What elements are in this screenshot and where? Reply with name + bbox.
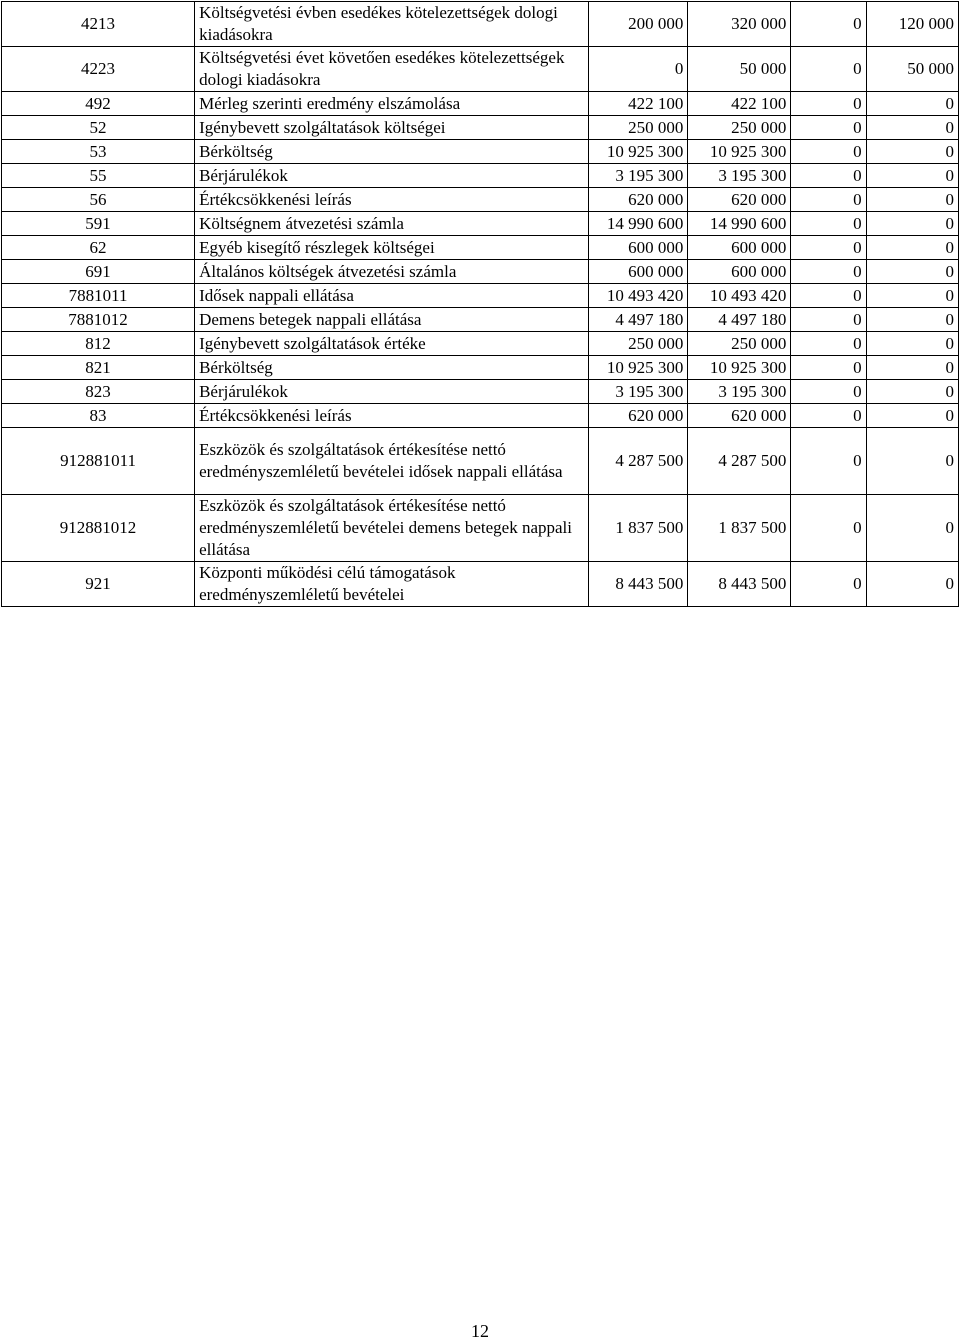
account-code-cell: 56 bbox=[2, 188, 195, 212]
table-row bbox=[2, 164, 959, 188]
value-cell-1: 600 000 bbox=[588, 236, 688, 260]
account-code-cell: 492 bbox=[2, 92, 195, 116]
value-cell-3: 0 bbox=[791, 356, 866, 380]
table-row bbox=[2, 332, 959, 356]
account-code-cell: 4223 bbox=[2, 47, 195, 92]
account-code-cell: 62 bbox=[2, 236, 195, 260]
account-description-cell: Értékcsökkenési leírás bbox=[195, 404, 589, 428]
value-cell-3: 0 bbox=[791, 2, 866, 47]
value-cell-1: 14 990 600 bbox=[588, 212, 688, 236]
value-cell-1: 4 497 180 bbox=[588, 308, 688, 332]
value-cell-3: 0 bbox=[791, 260, 866, 284]
account-description-cell: Igénybevett szolgáltatások költségei bbox=[195, 116, 589, 140]
account-description-cell: Költségvetési évben esedékes kötelezettségek dologi kiadásokra bbox=[195, 2, 589, 47]
value-cell-3: 0 bbox=[791, 380, 866, 404]
value-cell-2: 4 497 180 bbox=[688, 308, 791, 332]
value-cell-1: 620 000 bbox=[588, 404, 688, 428]
value-cell-2: 50 000 bbox=[688, 47, 791, 92]
account-description-cell: Központi működési célú támogatások eredményszemléletű bevételei bbox=[195, 562, 589, 607]
value-cell-3: 0 bbox=[791, 116, 866, 140]
value-cell-2: 620 000 bbox=[688, 188, 791, 212]
ledger-body bbox=[2, 2, 959, 607]
account-description-cell: Bérjárulékok bbox=[195, 380, 589, 404]
value-cell-1: 10 925 300 bbox=[588, 140, 688, 164]
account-description-cell: Általános költségek átvezetési számla bbox=[195, 260, 589, 284]
account-description-cell: Egyéb kisegítő részlegek költségei bbox=[195, 236, 589, 260]
value-cell-4: 0 bbox=[866, 236, 958, 260]
value-cell-3: 0 bbox=[791, 308, 866, 332]
account-code-cell: 4213 bbox=[2, 2, 195, 47]
account-code-cell: 691 bbox=[2, 260, 195, 284]
value-cell-1: 422 100 bbox=[588, 92, 688, 116]
value-cell-3: 0 bbox=[791, 284, 866, 308]
value-cell-1: 3 195 300 bbox=[588, 380, 688, 404]
account-code-cell: 912881012 bbox=[2, 495, 195, 562]
account-code-cell: 83 bbox=[2, 404, 195, 428]
value-cell-2: 10 493 420 bbox=[688, 284, 791, 308]
table-row bbox=[2, 2, 959, 47]
value-cell-2: 620 000 bbox=[688, 404, 791, 428]
value-cell-2: 600 000 bbox=[688, 260, 791, 284]
table-row bbox=[2, 404, 959, 428]
account-description-cell: Mérleg szerinti eredmény elszámolása bbox=[195, 92, 589, 116]
account-code-cell: 912881011 bbox=[2, 428, 195, 495]
value-cell-1: 620 000 bbox=[588, 188, 688, 212]
value-cell-1: 200 000 bbox=[588, 2, 688, 47]
value-cell-3: 0 bbox=[791, 495, 866, 562]
table-row bbox=[2, 92, 959, 116]
account-description-cell: Bérjárulékok bbox=[195, 164, 589, 188]
account-description-cell: Idősek nappali ellátása bbox=[195, 284, 589, 308]
value-cell-4: 0 bbox=[866, 92, 958, 116]
value-cell-4: 0 bbox=[866, 332, 958, 356]
value-cell-4: 0 bbox=[866, 212, 958, 236]
value-cell-1: 8 443 500 bbox=[588, 562, 688, 607]
value-cell-1: 0 bbox=[588, 47, 688, 92]
table-row bbox=[2, 428, 959, 495]
value-cell-3: 0 bbox=[791, 92, 866, 116]
account-code-cell: 55 bbox=[2, 164, 195, 188]
value-cell-3: 0 bbox=[791, 188, 866, 212]
account-description-cell: Bérköltség bbox=[195, 356, 589, 380]
table-row bbox=[2, 188, 959, 212]
value-cell-2: 4 287 500 bbox=[688, 428, 791, 495]
value-cell-1: 250 000 bbox=[588, 332, 688, 356]
account-description-cell: Bérköltség bbox=[195, 140, 589, 164]
account-code-cell: 921 bbox=[2, 562, 195, 607]
account-code-cell: 823 bbox=[2, 380, 195, 404]
account-code-cell: 53 bbox=[2, 140, 195, 164]
table-row bbox=[2, 495, 959, 562]
value-cell-3: 0 bbox=[791, 332, 866, 356]
table-row bbox=[2, 380, 959, 404]
value-cell-1: 4 287 500 bbox=[588, 428, 688, 495]
value-cell-4: 0 bbox=[866, 495, 958, 562]
value-cell-3: 0 bbox=[791, 562, 866, 607]
account-description-cell: Eszközök és szolgáltatások értékesítése nettó eredményszemléletű bevételei demens betegek nappali ellátása bbox=[195, 495, 589, 562]
table-row bbox=[2, 284, 959, 308]
value-cell-1: 600 000 bbox=[588, 260, 688, 284]
account-description-cell: Demens betegek nappali ellátása bbox=[195, 308, 589, 332]
account-code-cell: 812 bbox=[2, 332, 195, 356]
table-row bbox=[2, 116, 959, 140]
account-code-cell: 591 bbox=[2, 212, 195, 236]
table-row bbox=[2, 47, 959, 92]
table-row bbox=[2, 356, 959, 380]
account-code-cell: 821 bbox=[2, 356, 195, 380]
value-cell-4: 0 bbox=[866, 428, 958, 495]
account-description-cell: Költségvetési évet követően esedékes kötelezettségek dologi kiadásokra bbox=[195, 47, 589, 92]
table-row bbox=[2, 260, 959, 284]
value-cell-1: 10 493 420 bbox=[588, 284, 688, 308]
value-cell-2: 3 195 300 bbox=[688, 380, 791, 404]
value-cell-2: 320 000 bbox=[688, 2, 791, 47]
ledger-table bbox=[1, 1, 959, 607]
value-cell-4: 0 bbox=[866, 356, 958, 380]
account-code-cell: 52 bbox=[2, 116, 195, 140]
value-cell-4: 0 bbox=[866, 164, 958, 188]
value-cell-3: 0 bbox=[791, 47, 866, 92]
table-row bbox=[2, 308, 959, 332]
page-number: 12 bbox=[471, 1321, 489, 1341]
value-cell-4: 0 bbox=[866, 140, 958, 164]
value-cell-2: 10 925 300 bbox=[688, 356, 791, 380]
table-row bbox=[2, 562, 959, 607]
value-cell-2: 10 925 300 bbox=[688, 140, 791, 164]
account-code-cell: 7881012 bbox=[2, 308, 195, 332]
value-cell-2: 3 195 300 bbox=[688, 164, 791, 188]
value-cell-3: 0 bbox=[791, 428, 866, 495]
table-row bbox=[2, 236, 959, 260]
value-cell-2: 1 837 500 bbox=[688, 495, 791, 562]
account-code-cell: 7881011 bbox=[2, 284, 195, 308]
account-description-cell: Értékcsökkenési leírás bbox=[195, 188, 589, 212]
value-cell-2: 600 000 bbox=[688, 236, 791, 260]
value-cell-4: 0 bbox=[866, 562, 958, 607]
table-row bbox=[2, 212, 959, 236]
value-cell-3: 0 bbox=[791, 404, 866, 428]
value-cell-1: 3 195 300 bbox=[588, 164, 688, 188]
value-cell-4: 0 bbox=[866, 380, 958, 404]
value-cell-1: 1 837 500 bbox=[588, 495, 688, 562]
value-cell-1: 250 000 bbox=[588, 116, 688, 140]
value-cell-4: 0 bbox=[866, 284, 958, 308]
value-cell-4: 0 bbox=[866, 404, 958, 428]
value-cell-4: 50 000 bbox=[866, 47, 958, 92]
value-cell-4: 0 bbox=[866, 116, 958, 140]
value-cell-3: 0 bbox=[791, 212, 866, 236]
account-description-cell: Igénybevett szolgáltatások értéke bbox=[195, 332, 589, 356]
value-cell-4: 0 bbox=[866, 260, 958, 284]
value-cell-4: 0 bbox=[866, 308, 958, 332]
value-cell-3: 0 bbox=[791, 140, 866, 164]
value-cell-2: 422 100 bbox=[688, 92, 791, 116]
table-row bbox=[2, 140, 959, 164]
value-cell-3: 0 bbox=[791, 164, 866, 188]
account-description-cell: Eszközök és szolgáltatások értékesítése nettó eredményszemléletű bevételei idősek nappali ellátása bbox=[195, 428, 589, 495]
value-cell-2: 250 000 bbox=[688, 332, 791, 356]
value-cell-1: 10 925 300 bbox=[588, 356, 688, 380]
value-cell-2: 8 443 500 bbox=[688, 562, 791, 607]
account-description-cell: Költségnem átvezetési számla bbox=[195, 212, 589, 236]
value-cell-3: 0 bbox=[791, 236, 866, 260]
value-cell-2: 14 990 600 bbox=[688, 212, 791, 236]
value-cell-2: 250 000 bbox=[688, 116, 791, 140]
value-cell-4: 120 000 bbox=[866, 2, 958, 47]
value-cell-4: 0 bbox=[866, 188, 958, 212]
